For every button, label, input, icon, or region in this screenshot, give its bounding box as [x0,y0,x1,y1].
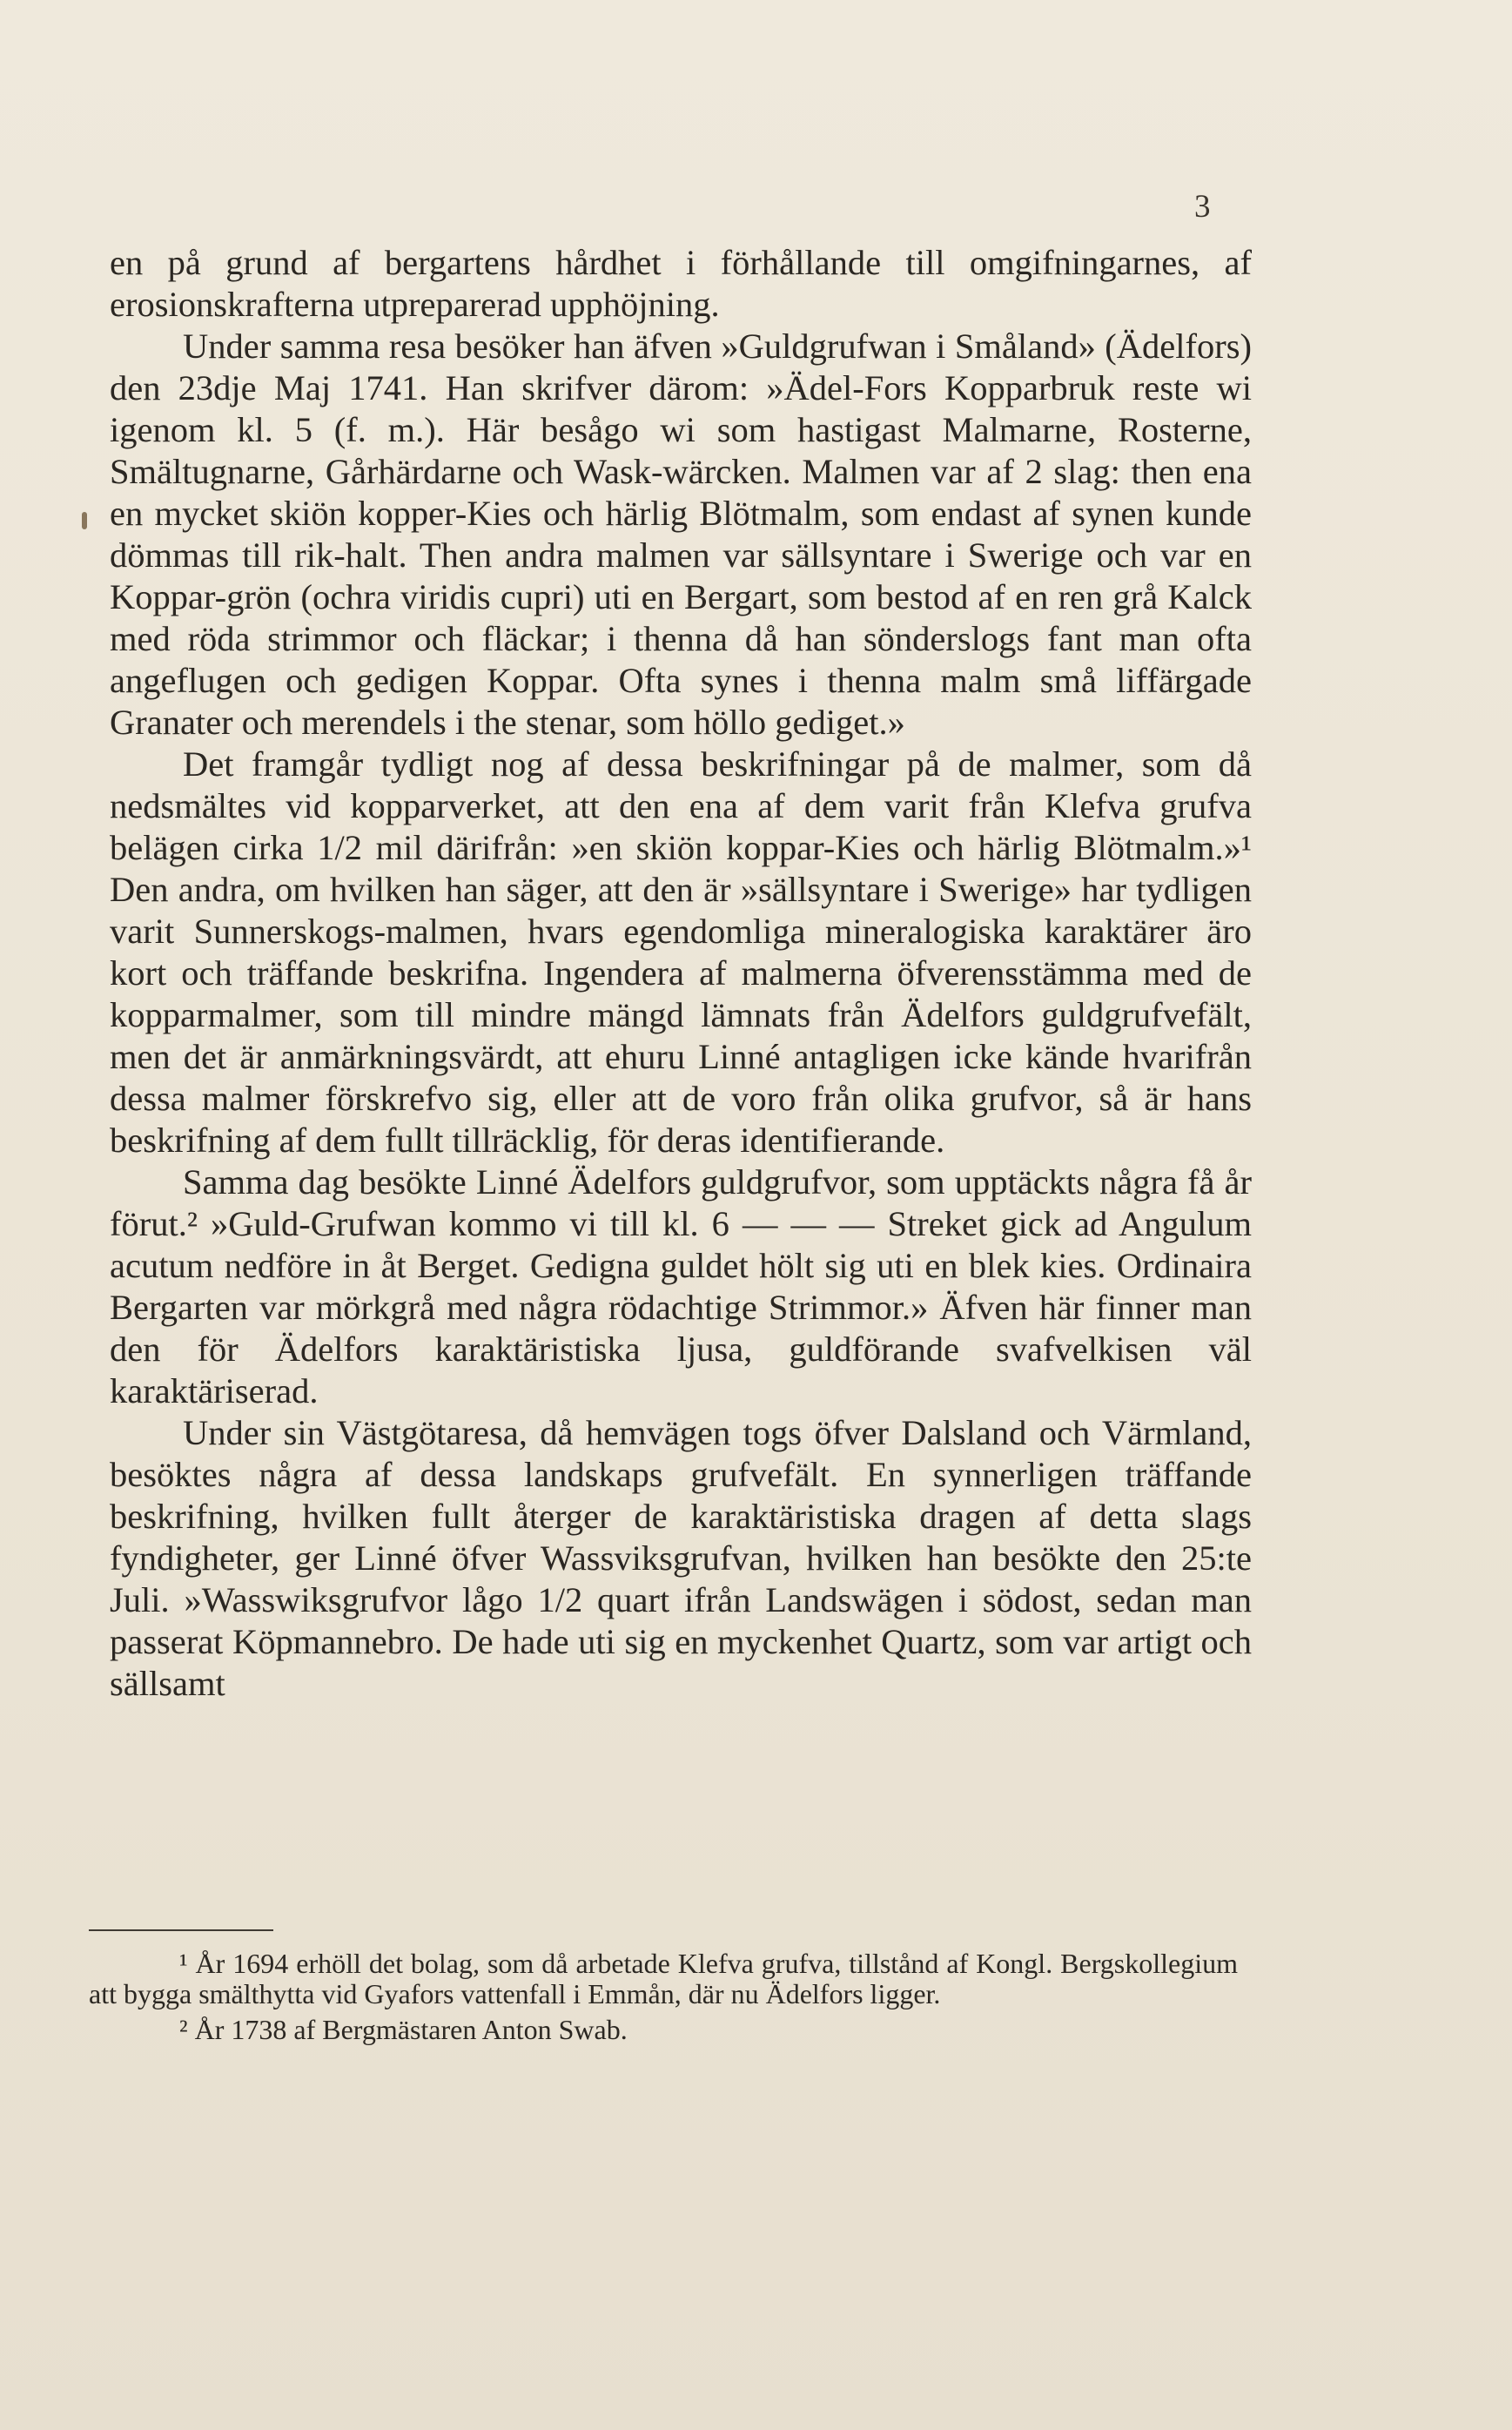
page-number: 3 [1194,189,1211,225]
footnote-1: ¹ År 1694 erhöll det bolag, som då arbetade Klefva grufva, tillstånd af Kongl. Bergskollegium att bygga smälthytta vid Gyafors vattenfall i Emmån, där nu Ädelfors ligger. [89,1948,1238,2009]
footnote-divider [89,1929,273,1931]
paragraph-vastgota-journey: Under sin Västgötaresa, då hemvägen togs öfver Dalsland och Värmland, besöktes några af dessa landskaps grufvefält. En synnerligen träffande beskrifning, hvilken fullt återger de karaktäristiska dragen af detta slags fyndigheter, ger Linné öfver Wassviksgrufvan, hvilken han besökte den 25:te Juli. »Wasswiksgrufvor lågo 1/2 quart ifrån Landswägen i södost, sedan man passerat Köpmannebro. De hade uti sig en myckenhet Quartz, som var artigt och sällsamt [110,1413,1252,1703]
paragraph-ore-descriptions: Det framgår tydligt nog af dessa beskrifningar på de malmer, som då nedsmältes vid kopparverket, att den ena af dem varit från Klefva grufva belägen cirka 1/2 mil därifrån: »en skiön koppar-Kies och härlig Blötmalm.»¹ Den andra, om hvilken han säger, att den är »sällsyntare i Swerige» har tydligen varit Sunnerskogs-malmen, hvars egendomliga mineralogiska karaktärer äro kort och träffande beskrifna. Ingendera af malmerna öfverensstämma med de kopparmalmer, som till mindre mängd lämnats från Ädelfors guldgrufvefält, men det är anmärkningsvärdt, att ehuru Linné antagligen icke kände hvarifrån dessa malmer förskrefvo sig, eller att de voro från olika grufvor, så är hans beskrifning af dem fullt tillräcklig, för deras identifierande. [110,744,1252,1160]
paragraph-adelfors-gold-mines: Samma dag besökte Linné Ädelfors guldgrufvor, som upptäckts några få år förut.² »Guld-Grufwan kommo vi till kl. 6 — — — Streket gick ad Angulum acutum nedföre in åt Berget. Gedigna guldet hölt sig uti en blek kies. Ordinaira Bergarten var mörkgrå med några rödachtige Strimmor.» Äfven här finner man den för Ädelfors karaktäristiska ljusa, guldförande svafvelkisen väl karaktäriserad. [110,1162,1252,1410]
footnotes [89,1949,1238,2050]
paragraph-continuation: en på grund af bergartens hårdhet i förhållande till omgifningarnes, af erosionskrafterna utpreparerad upphöjning. [110,243,1252,324]
footnote-2: ² År 1738 af Bergmästaren Anton Swab. [179,2014,628,2045]
body-text [110,242,1252,1705]
paragraph-guldgrufwan-visit: Under samma resa besöker han äfven »Guldgrufwan i Småland» (Ädelfors) den 23dje Maj 1741. Han skrifver därom: »Ädel-Fors Kopparbruk reste wi igenom kl. 5 (f. m.). Här besågo wi som hastigast Malmarne, Rosterne, Smältugnarne, Gårhärdarne och Wask-wärcken. Malmen var af 2 slag: then ena en mycket skiön kopper-Kies och härlig Blötmalm, som endast af synen kunde dömmas till rik-halt. Then andra malmen var sällsyntare i Swerige och var en Koppar-grön (ochra viridis cupri) uti en Bergart, som bestod af en ren grå Kalck med röda strimmor och fläckar; i thenna då han sönderslogs fant man ofta angeflugen och gedigen Koppar. Ofta synes i thenna malm små liffärgade Granater och merendels i the stenar, som höllo gediget.» [110,326,1252,742]
margin-ink-mark [82,512,87,529]
